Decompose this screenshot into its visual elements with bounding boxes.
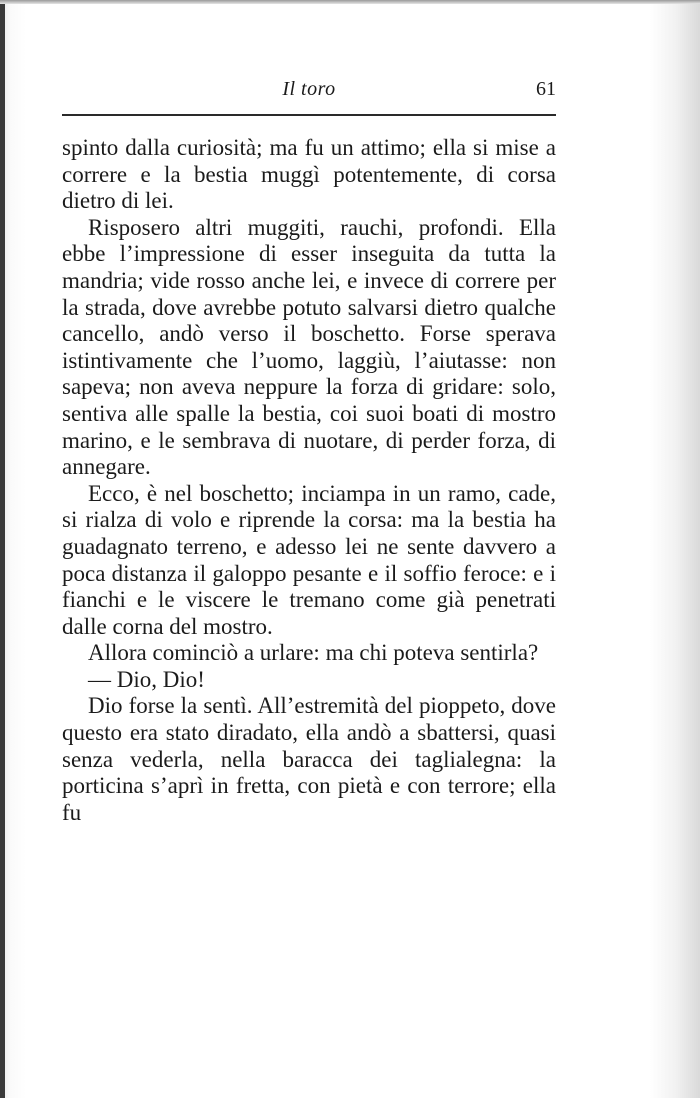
paragraph-4: Allora cominciò a urlare: ma chi poteva sentirla? [88, 640, 539, 666]
paragraph-6: Dio forse la sentì. All’estremità del pioppeto, dove questo era stato diradato, ella andò a sbattersi, quasi senza vederla, nella baracca dei taglialegna: la porticina s’aprì in fretta, con pietà e con terrore; ella fu [62, 693, 556, 825]
page-number: 61 [536, 78, 556, 100]
header-rule [62, 114, 556, 116]
paragraph-1: spinto dalla curiosità; ma fu un attimo; ella si mise a correre e la bestia muggì potentemente, di corsa dietro di lei. [62, 135, 556, 214]
paragraph-2: Risposero altri muggiti, rauchi, profondi. Ella ebbe l’impressione di esser inseguita da tutta la mandria; vide rosso anche lei, e invece di correre per la strada, dove avrebbe potuto salvarsi dietro qualche cancello, andò verso il boschetto. Forse sperava istintivamente che l’uomo, laggiù, l’aiutasse: non sapeva; non aveva neppure la forza di gridare: solo, sentiva alle spalle la bestia, coi suoi boati di mostro marino, e le sembrava di nuotare, di perder forza, di annegare. [62, 214, 556, 480]
paragraph-5: — Dio, Dio! [88, 666, 205, 692]
running-title: Il toro [282, 78, 336, 100]
top-edge [0, 0, 700, 4]
binding-edge [0, 0, 5, 1098]
body-text [62, 135, 556, 826]
paragraph-3: Ecco, è nel boschetto; inciampa in un ramo, cade, si rialza di volo e riprende la corsa: ma la bestia ha guadagnato terreno, e adesso lei ne sente davvero a poca distanza il galoppo pesante e il soffio feroce: e i fianchi e le viscere le tremano come già penetrati dalle corna del mostro. [62, 480, 556, 639]
running-head [62, 78, 556, 106]
